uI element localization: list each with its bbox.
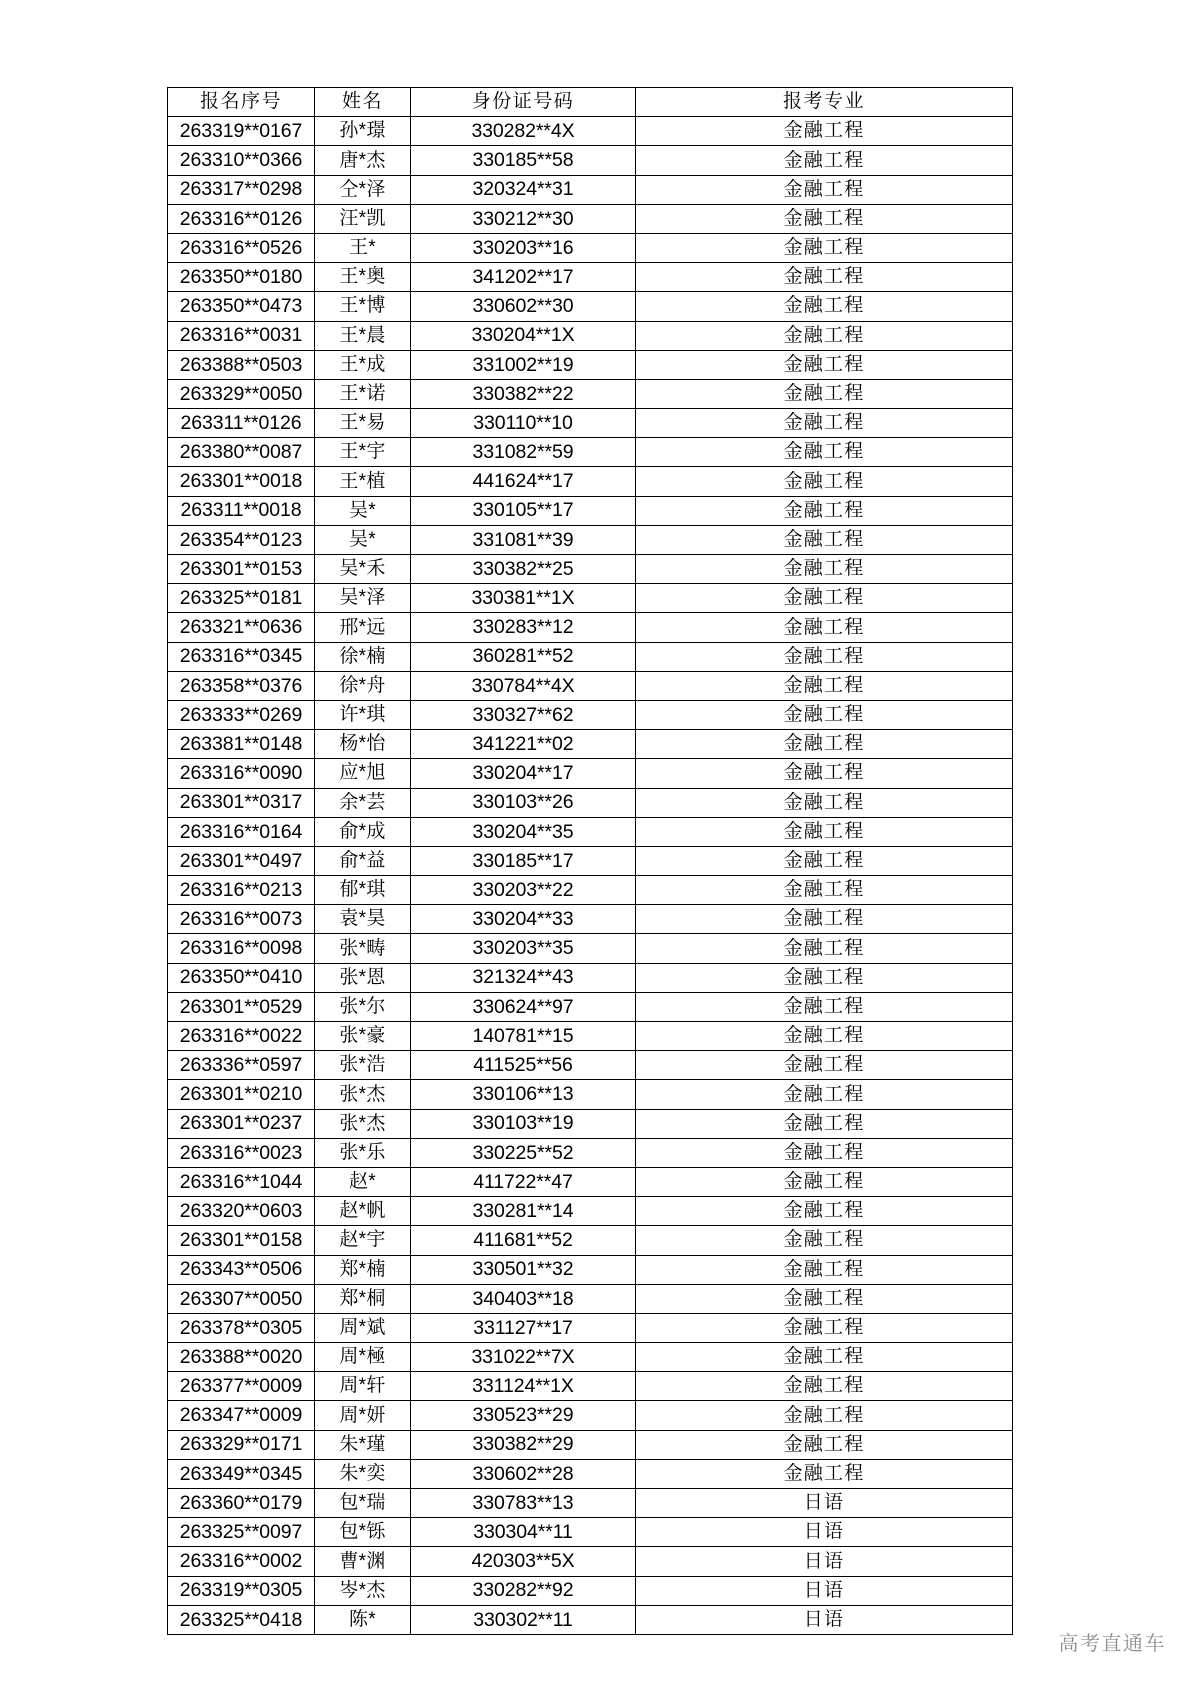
table-body — [168, 117, 1013, 1635]
roster-sheet — [167, 87, 1012, 1635]
candidate-roster-table — [167, 87, 1013, 1635]
cell-name: 吴* — [315, 496, 411, 525]
cell-name: 周*妍 — [315, 1401, 411, 1430]
cell-id: 263350**0410 — [168, 963, 315, 992]
cell-name: 周*轩 — [315, 1372, 411, 1401]
cell-major: 金融工程 — [636, 438, 1013, 467]
cell-idcard: 320324**31 — [411, 175, 636, 204]
cell-idcard: 331124**1X — [411, 1372, 636, 1401]
cell-id: 263301**0210 — [168, 1080, 315, 1109]
table-row — [168, 1547, 1013, 1576]
cell-idcard: 330784**4X — [411, 671, 636, 700]
cell-id: 263319**0305 — [168, 1576, 315, 1605]
cell-idcard: 330602**30 — [411, 292, 636, 321]
cell-id: 263347**0009 — [168, 1401, 315, 1430]
table-row — [168, 992, 1013, 1021]
table-row — [168, 671, 1013, 700]
cell-id: 263333**0269 — [168, 700, 315, 729]
cell-id: 263381**0148 — [168, 730, 315, 759]
cell-id: 263316**0022 — [168, 1022, 315, 1051]
cell-major: 金融工程 — [636, 1051, 1013, 1080]
cell-name: 包*瑞 — [315, 1489, 411, 1518]
cell-major: 金融工程 — [636, 1430, 1013, 1459]
cell-id: 263319**0167 — [168, 117, 315, 146]
table-row — [168, 613, 1013, 642]
cell-name: 王*植 — [315, 467, 411, 496]
table-row — [168, 438, 1013, 467]
cell-id: 263301**0497 — [168, 846, 315, 875]
cell-name: 王*宇 — [315, 438, 411, 467]
cell-major: 金融工程 — [636, 1459, 1013, 1488]
cell-name: 曹*渊 — [315, 1547, 411, 1576]
cell-id: 263316**1044 — [168, 1167, 315, 1196]
cell-major: 金融工程 — [636, 1197, 1013, 1226]
cell-major: 金融工程 — [636, 905, 1013, 934]
cell-idcard: 330106**13 — [411, 1080, 636, 1109]
table-row — [168, 233, 1013, 262]
table-row — [168, 321, 1013, 350]
cell-idcard: 330501**32 — [411, 1255, 636, 1284]
cell-major: 金融工程 — [636, 1255, 1013, 1284]
cell-name: 徐*舟 — [315, 671, 411, 700]
cell-id: 263350**0473 — [168, 292, 315, 321]
cell-major: 金融工程 — [636, 1284, 1013, 1313]
cell-name: 王* — [315, 233, 411, 262]
cell-id: 263301**0018 — [168, 467, 315, 496]
cell-major: 日语 — [636, 1605, 1013, 1634]
cell-major: 金融工程 — [636, 1313, 1013, 1342]
cell-id: 263316**0526 — [168, 233, 315, 262]
cell-name: 王*奥 — [315, 263, 411, 292]
cell-name: 俞*成 — [315, 817, 411, 846]
column-header-registration-id: 报名序号 — [168, 88, 315, 117]
table-row — [168, 1343, 1013, 1372]
table-row — [168, 263, 1013, 292]
cell-name: 吴*泽 — [315, 584, 411, 613]
cell-idcard: 330212**30 — [411, 204, 636, 233]
cell-major: 金融工程 — [636, 204, 1013, 233]
cell-id: 263329**0050 — [168, 379, 315, 408]
cell-idcard: 330381**1X — [411, 584, 636, 613]
table-row — [168, 350, 1013, 379]
cell-idcard: 330204**1X — [411, 321, 636, 350]
cell-name: 王*成 — [315, 350, 411, 379]
table-row — [168, 642, 1013, 671]
cell-major: 日语 — [636, 1518, 1013, 1547]
cell-id: 263360**0179 — [168, 1489, 315, 1518]
table-row — [168, 204, 1013, 233]
cell-id: 263316**0126 — [168, 204, 315, 233]
cell-name: 赵*帆 — [315, 1197, 411, 1226]
cell-name: 俞*益 — [315, 846, 411, 875]
table-row — [168, 555, 1013, 584]
cell-id: 263325**0181 — [168, 584, 315, 613]
cell-idcard: 330382**22 — [411, 379, 636, 408]
cell-major: 金融工程 — [636, 963, 1013, 992]
cell-major: 金融工程 — [636, 467, 1013, 496]
cell-name: 袁*昊 — [315, 905, 411, 934]
cell-name: 包*铄 — [315, 1518, 411, 1547]
table-row — [168, 292, 1013, 321]
cell-major: 金融工程 — [636, 1080, 1013, 1109]
cell-name: 陈* — [315, 1605, 411, 1634]
cell-idcard: 330283**12 — [411, 613, 636, 642]
cell-idcard: 330203**16 — [411, 233, 636, 262]
cell-major: 金融工程 — [636, 1022, 1013, 1051]
cell-idcard: 330624**97 — [411, 992, 636, 1021]
cell-id: 263336**0597 — [168, 1051, 315, 1080]
column-header-name: 姓名 — [315, 88, 411, 117]
cell-major: 金融工程 — [636, 350, 1013, 379]
table-row — [168, 1605, 1013, 1634]
cell-idcard: 331081**39 — [411, 525, 636, 554]
cell-id: 263316**0164 — [168, 817, 315, 846]
cell-name: 张*杰 — [315, 1080, 411, 1109]
table-row — [168, 1167, 1013, 1196]
table-row — [168, 963, 1013, 992]
table-row — [168, 1051, 1013, 1080]
cell-major: 金融工程 — [636, 263, 1013, 292]
cell-idcard: 411722**47 — [411, 1167, 636, 1196]
cell-major: 金融工程 — [636, 1167, 1013, 1196]
cell-major: 日语 — [636, 1576, 1013, 1605]
watermark: 高考直通车 — [1058, 1631, 1166, 1655]
cell-name: 赵* — [315, 1167, 411, 1196]
table-row — [168, 175, 1013, 204]
cell-id: 263320**0603 — [168, 1197, 315, 1226]
cell-idcard: 330203**22 — [411, 876, 636, 905]
cell-name: 孙*璟 — [315, 117, 411, 146]
table-row — [168, 467, 1013, 496]
cell-major: 日语 — [636, 1547, 1013, 1576]
table-row — [168, 1313, 1013, 1342]
cell-idcard: 330282**4X — [411, 117, 636, 146]
table-row — [168, 1022, 1013, 1051]
cell-name: 王*博 — [315, 292, 411, 321]
cell-name: 郑*桐 — [315, 1284, 411, 1313]
cell-id: 263301**0529 — [168, 992, 315, 1021]
cell-major: 金融工程 — [636, 117, 1013, 146]
cell-major: 金融工程 — [636, 759, 1013, 788]
cell-idcard: 321324**43 — [411, 963, 636, 992]
cell-name: 唐*杰 — [315, 146, 411, 175]
cell-idcard: 330304**11 — [411, 1518, 636, 1547]
cell-name: 张*杰 — [315, 1109, 411, 1138]
cell-idcard: 330185**17 — [411, 846, 636, 875]
cell-id: 263325**0418 — [168, 1605, 315, 1634]
cell-idcard: 330105**17 — [411, 496, 636, 525]
cell-name: 郑*楠 — [315, 1255, 411, 1284]
cell-id: 263388**0503 — [168, 350, 315, 379]
cell-id: 263378**0305 — [168, 1313, 315, 1342]
cell-idcard: 330110**10 — [411, 409, 636, 438]
table-row — [168, 700, 1013, 729]
cell-id: 263301**0153 — [168, 555, 315, 584]
cell-major: 金融工程 — [636, 292, 1013, 321]
cell-id: 263311**0018 — [168, 496, 315, 525]
table-header — [168, 88, 1013, 117]
cell-idcard: 330103**26 — [411, 788, 636, 817]
cell-id: 263325**0097 — [168, 1518, 315, 1547]
cell-id: 263388**0020 — [168, 1343, 315, 1372]
cell-id: 263301**0158 — [168, 1226, 315, 1255]
cell-idcard: 441624**17 — [411, 467, 636, 496]
cell-major: 金融工程 — [636, 1343, 1013, 1372]
table-row — [168, 1080, 1013, 1109]
cell-name: 许*琪 — [315, 700, 411, 729]
cell-idcard: 330282**92 — [411, 1576, 636, 1605]
cell-id: 263377**0009 — [168, 1372, 315, 1401]
cell-idcard: 330225**52 — [411, 1138, 636, 1167]
cell-idcard: 420303**5X — [411, 1547, 636, 1576]
cell-name: 张*浩 — [315, 1051, 411, 1080]
cell-major: 金融工程 — [636, 409, 1013, 438]
cell-name: 张*畴 — [315, 934, 411, 963]
cell-name: 吴* — [315, 525, 411, 554]
cell-major: 金融工程 — [636, 1401, 1013, 1430]
table-row — [168, 1576, 1013, 1605]
table-row — [168, 1372, 1013, 1401]
cell-id: 263316**0031 — [168, 321, 315, 350]
cell-idcard: 330204**33 — [411, 905, 636, 934]
cell-id: 263329**0171 — [168, 1430, 315, 1459]
table-row — [168, 1226, 1013, 1255]
cell-major: 金融工程 — [636, 379, 1013, 408]
cell-id: 263301**0237 — [168, 1109, 315, 1138]
cell-id: 263317**0298 — [168, 175, 315, 204]
cell-major: 金融工程 — [636, 876, 1013, 905]
cell-name: 张*豪 — [315, 1022, 411, 1051]
cell-major: 金融工程 — [636, 525, 1013, 554]
table-row — [168, 1109, 1013, 1138]
cell-idcard: 330281**14 — [411, 1197, 636, 1226]
cell-id: 263316**0098 — [168, 934, 315, 963]
table-row — [168, 1430, 1013, 1459]
cell-name: 王*晨 — [315, 321, 411, 350]
cell-name: 张*尔 — [315, 992, 411, 1021]
cell-id: 263316**0345 — [168, 642, 315, 671]
cell-idcard: 330204**35 — [411, 817, 636, 846]
cell-idcard: 331022**7X — [411, 1343, 636, 1372]
cell-id: 263316**0213 — [168, 876, 315, 905]
cell-id: 263310**0366 — [168, 146, 315, 175]
cell-name: 杨*怡 — [315, 730, 411, 759]
cell-id: 263301**0317 — [168, 788, 315, 817]
cell-idcard: 140781**15 — [411, 1022, 636, 1051]
table-row — [168, 409, 1013, 438]
cell-major: 金融工程 — [636, 555, 1013, 584]
table-row — [168, 1489, 1013, 1518]
cell-major: 金融工程 — [636, 496, 1013, 525]
cell-id: 263343**0506 — [168, 1255, 315, 1284]
cell-idcard: 330327**62 — [411, 700, 636, 729]
table-row — [168, 1284, 1013, 1313]
cell-idcard: 330185**58 — [411, 146, 636, 175]
cell-id: 263316**0023 — [168, 1138, 315, 1167]
cell-name: 朱*奕 — [315, 1459, 411, 1488]
table-row — [168, 1255, 1013, 1284]
cell-id: 263349**0345 — [168, 1459, 315, 1488]
column-header-id-card: 身份证号码 — [411, 88, 636, 117]
cell-name: 周*斌 — [315, 1313, 411, 1342]
cell-name: 张*恩 — [315, 963, 411, 992]
cell-id: 263316**0002 — [168, 1547, 315, 1576]
cell-idcard: 330203**35 — [411, 934, 636, 963]
cell-id: 263321**0636 — [168, 613, 315, 642]
header-row — [168, 88, 1013, 117]
column-header-major: 报考专业 — [636, 88, 1013, 117]
cell-major: 金融工程 — [636, 321, 1013, 350]
cell-name: 王*易 — [315, 409, 411, 438]
table-row — [168, 759, 1013, 788]
cell-name: 吴*禾 — [315, 555, 411, 584]
cell-id: 263350**0180 — [168, 263, 315, 292]
cell-id: 263311**0126 — [168, 409, 315, 438]
table-row — [168, 496, 1013, 525]
cell-idcard: 331127**17 — [411, 1313, 636, 1342]
table-row — [168, 1197, 1013, 1226]
cell-idcard: 330783**13 — [411, 1489, 636, 1518]
table-row — [168, 117, 1013, 146]
cell-major: 金融工程 — [636, 934, 1013, 963]
cell-idcard: 411525**56 — [411, 1051, 636, 1080]
cell-major: 金融工程 — [636, 1109, 1013, 1138]
table-row — [168, 876, 1013, 905]
cell-idcard: 331002**19 — [411, 350, 636, 379]
table-row — [168, 846, 1013, 875]
cell-idcard: 330302**11 — [411, 1605, 636, 1634]
cell-name: 周*極 — [315, 1343, 411, 1372]
table-row — [168, 730, 1013, 759]
table-row — [168, 584, 1013, 613]
cell-id: 263358**0376 — [168, 671, 315, 700]
cell-name: 张*乐 — [315, 1138, 411, 1167]
table-row — [168, 1401, 1013, 1430]
cell-major: 金融工程 — [636, 788, 1013, 817]
table-row — [168, 817, 1013, 846]
table-row — [168, 379, 1013, 408]
cell-major: 金融工程 — [636, 671, 1013, 700]
cell-idcard: 340403**18 — [411, 1284, 636, 1313]
cell-name: 郁*琪 — [315, 876, 411, 905]
cell-idcard: 330602**28 — [411, 1459, 636, 1488]
cell-idcard: 330382**25 — [411, 555, 636, 584]
cell-name: 余*芸 — [315, 788, 411, 817]
cell-id: 263316**0090 — [168, 759, 315, 788]
cell-name: 邢*远 — [315, 613, 411, 642]
cell-name: 徐*楠 — [315, 642, 411, 671]
table-row — [168, 1459, 1013, 1488]
cell-major: 金融工程 — [636, 700, 1013, 729]
cell-id: 263380**0087 — [168, 438, 315, 467]
table-row — [168, 1518, 1013, 1547]
cell-major: 金融工程 — [636, 1138, 1013, 1167]
cell-major: 日语 — [636, 1489, 1013, 1518]
cell-name: 仝*泽 — [315, 175, 411, 204]
cell-idcard: 330382**29 — [411, 1430, 636, 1459]
cell-idcard: 330204**17 — [411, 759, 636, 788]
table-row — [168, 525, 1013, 554]
cell-major: 金融工程 — [636, 1372, 1013, 1401]
cell-id: 263316**0073 — [168, 905, 315, 934]
cell-major: 金融工程 — [636, 846, 1013, 875]
cell-idcard: 360281**52 — [411, 642, 636, 671]
cell-major: 金融工程 — [636, 584, 1013, 613]
cell-idcard: 330103**19 — [411, 1109, 636, 1138]
cell-name: 王*诺 — [315, 379, 411, 408]
cell-name: 朱*瑾 — [315, 1430, 411, 1459]
cell-major: 金融工程 — [636, 233, 1013, 262]
cell-idcard: 341202**17 — [411, 263, 636, 292]
table-row — [168, 1138, 1013, 1167]
cell-idcard: 331082**59 — [411, 438, 636, 467]
cell-idcard: 411681**52 — [411, 1226, 636, 1255]
cell-major: 金融工程 — [636, 1226, 1013, 1255]
cell-idcard: 341221**02 — [411, 730, 636, 759]
cell-name: 岑*杰 — [315, 1576, 411, 1605]
table-row — [168, 788, 1013, 817]
cell-name: 汪*凯 — [315, 204, 411, 233]
cell-major: 金融工程 — [636, 613, 1013, 642]
table-row — [168, 905, 1013, 934]
cell-major: 金融工程 — [636, 730, 1013, 759]
cell-major: 金融工程 — [636, 817, 1013, 846]
table-row — [168, 934, 1013, 963]
cell-id: 263354**0123 — [168, 525, 315, 554]
cell-name: 赵*宇 — [315, 1226, 411, 1255]
cell-major: 金融工程 — [636, 146, 1013, 175]
table-row — [168, 146, 1013, 175]
cell-major: 金融工程 — [636, 992, 1013, 1021]
cell-major: 金融工程 — [636, 642, 1013, 671]
cell-name: 应*旭 — [315, 759, 411, 788]
cell-id: 263307**0050 — [168, 1284, 315, 1313]
cell-idcard: 330523**29 — [411, 1401, 636, 1430]
cell-major: 金融工程 — [636, 175, 1013, 204]
